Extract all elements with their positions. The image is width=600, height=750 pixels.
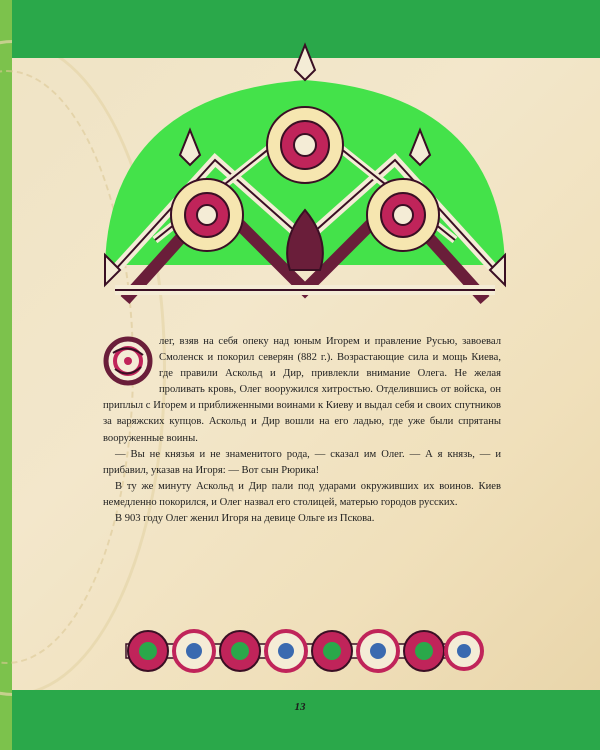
ornament-circles [128, 631, 482, 671]
body-text [103, 334, 501, 527]
paragraph-1: лег, взяв на себя опеку над юным Игорем и правление Русью, завоевал Смоленск и покорил северян (882 г.). Возрастающие сила и мощь Киева, где правили Аскольд и Дир, привлекли внимание Олега. Не желая проливать кровь, Олег вооружился хитростью. Отделившись от войска, он приплыл с Игорем и приближенными воинами к Киеву и выдал себя и своих спутников за варяжских купцов. Аскольд и Дир вошли на его ладью, где уже были спрятаны вооруженные воины. [103, 336, 501, 444]
medallion-center [267, 107, 343, 183]
bottom-border-ornament [118, 622, 488, 680]
top-knotwork-ornament [95, 40, 515, 330]
paragraph-3: В ту же минуту Аскольд и Дир пали под ударами окруживших их воинов. Киев немедленно покорился, и Олег назвал его столицей, матерью городов русских. [103, 480, 501, 508]
medallion-left [171, 179, 243, 251]
paragraph-4: В 903 году Олег женил Игоря на девице Ольге из Пскова. [115, 513, 375, 525]
bottom-green-band [12, 690, 600, 750]
medallion-right [367, 179, 439, 251]
drop-cap-letter [103, 335, 153, 387]
paragraph-2: — Вы не князья и не знаменитого рода, — сказал им Олег. — А я князь, — и прибавил, указав на Игоря: — Вот сын Рюрика! [103, 448, 501, 476]
page-number: 13 [294, 701, 306, 713]
